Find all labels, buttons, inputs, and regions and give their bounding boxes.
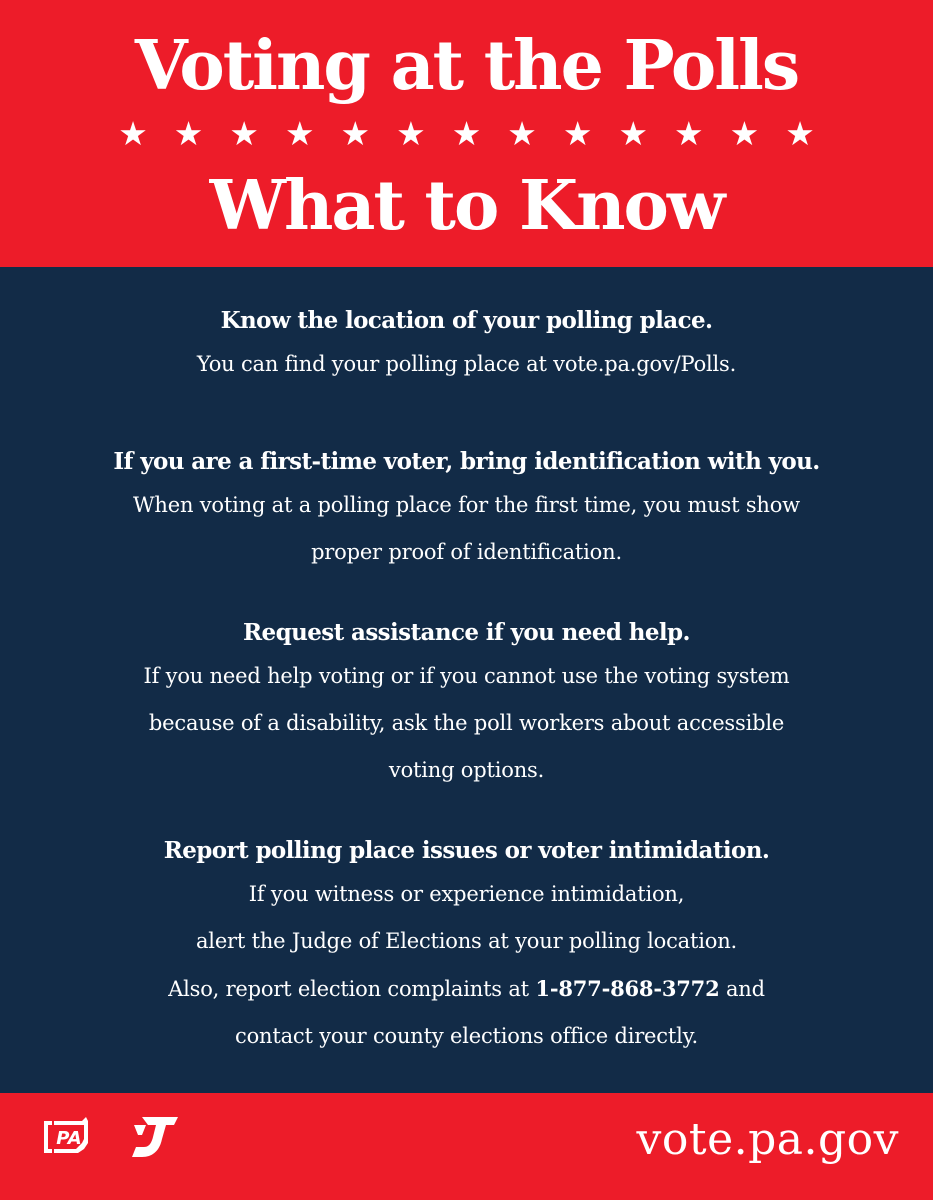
title-line-1: Voting at the Polls	[134, 26, 799, 106]
section-heading: If you are a first-time voter, bring identification with you.	[113, 448, 820, 475]
section-heading: Know the location of your polling place.	[220, 307, 713, 334]
section-request-assistance	[0, 613, 933, 794]
complaint-text: Also, report election complaints at	[168, 977, 536, 1001]
section-heading: Request assistance if you need help.	[243, 619, 690, 646]
section-text	[0, 965, 933, 1013]
section-text: If you witness or experience intimidation,	[248, 882, 685, 906]
phone-number: 1-877-868-3772	[535, 976, 720, 1001]
section-report-issues	[0, 831, 933, 1060]
logo-pa-text: PA	[56, 1128, 82, 1149]
pennsylvania-logo-icon	[38, 1111, 92, 1163]
title-line-2: What to Know	[209, 166, 724, 246]
footer-url[interactable]: vote.pa.gov	[636, 1114, 899, 1165]
section-text: alert the Judge of Elections at your polling location.	[195, 929, 737, 953]
section-text: When voting at a polling place for the first time, you must show	[133, 493, 800, 517]
section-text: If you need help voting or if you cannot use the voting system	[143, 664, 790, 688]
complaint-text-end: and	[719, 977, 765, 1001]
header-banner	[0, 0, 933, 267]
section-text: proper proof of identification.	[311, 540, 622, 564]
section-text: because of a disability, ask the poll workers about accessible	[148, 711, 785, 735]
department-state-logo-icon	[128, 1111, 182, 1163]
section-heading: Report polling place issues or voter intimidation.	[163, 837, 770, 864]
section-text: contact your county elections office directly.	[235, 1024, 698, 1048]
stars-divider: ★★★★★★★★★★★★★	[118, 114, 841, 153]
section-text: You can find your polling place at vote.pa.gov/Polls.	[196, 352, 737, 376]
section-first-time-voter	[0, 442, 933, 576]
footer-banner	[0, 1093, 933, 1200]
section-polling-location	[0, 301, 933, 388]
section-text: voting options.	[388, 758, 545, 782]
main-content	[0, 267, 933, 1093]
